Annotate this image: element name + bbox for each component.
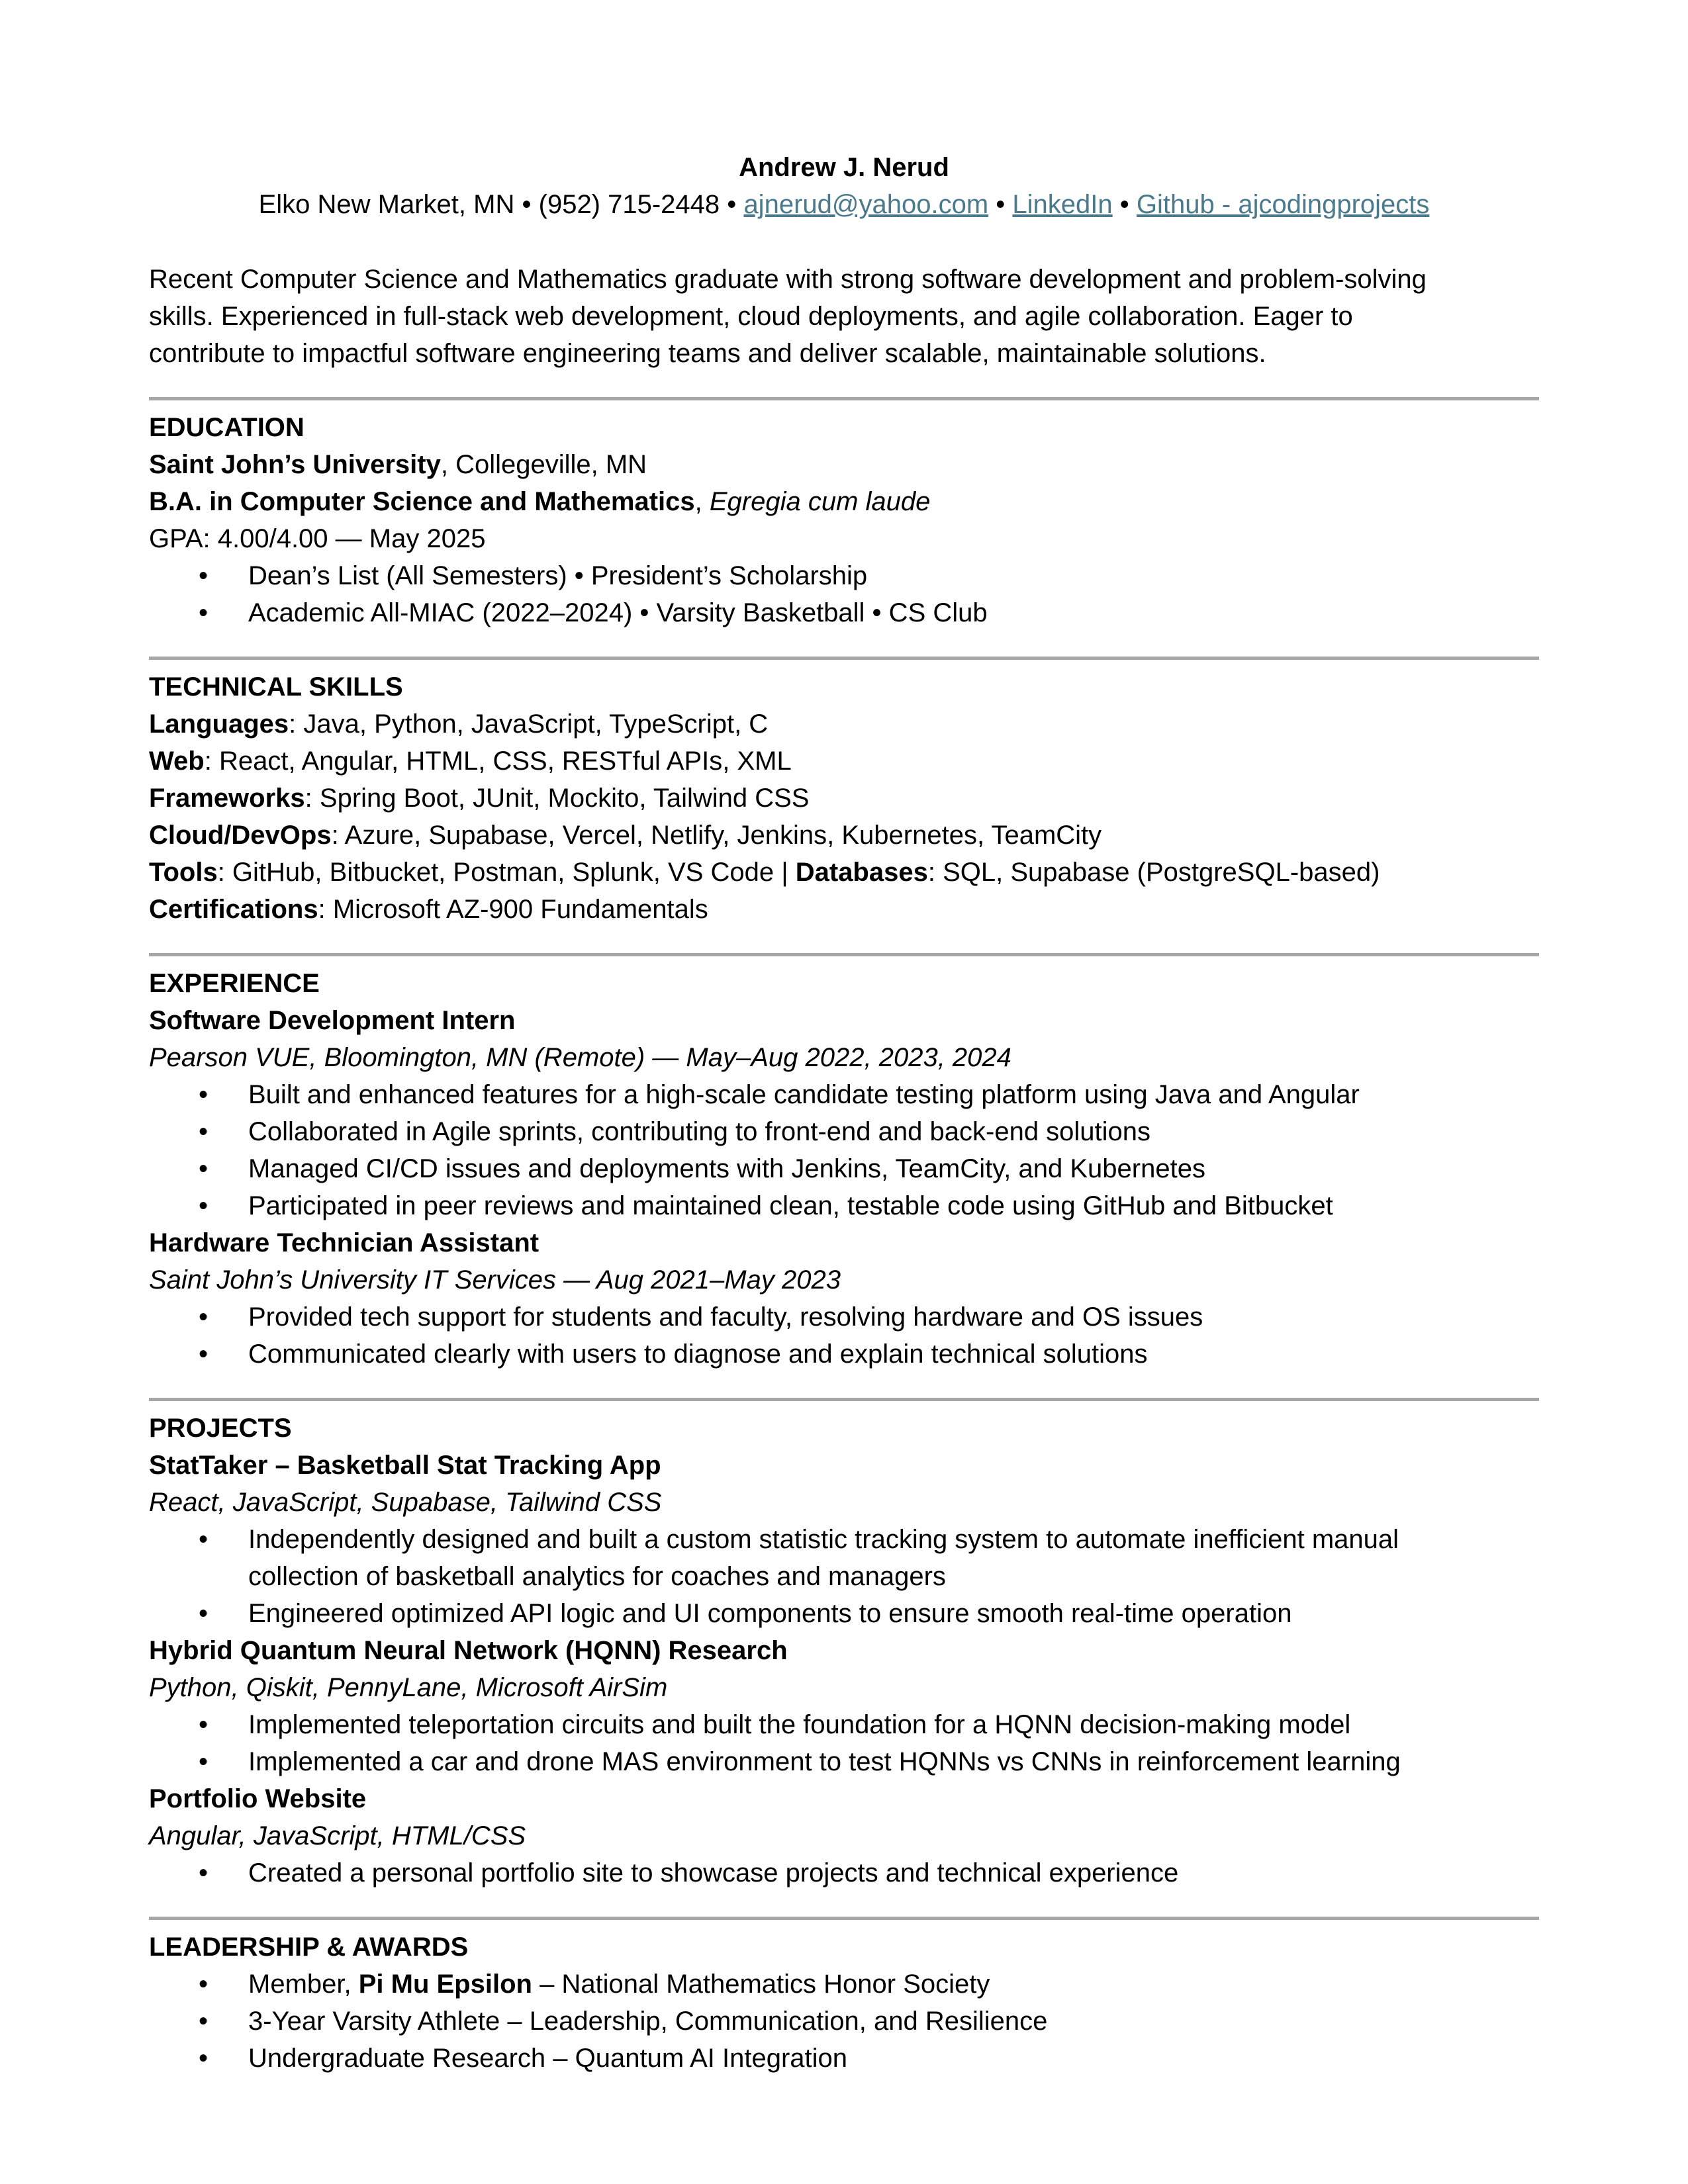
bullet [199, 1743, 212, 1780]
project-bullet: Implemented a car and drone MAS environment to test HQNNs vs CNNs in reinforcement learning [248, 1747, 1401, 1776]
skills-value: : GitHub, Bitbucket, Postman, Splunk, VS Code | [217, 858, 796, 887]
education-bullet: Academic All-MIAC (2022–2024) • Varsity Basketball • CS Club [248, 598, 988, 627]
bullet [199, 557, 212, 594]
phone: (952) 715-2448 [538, 190, 720, 219]
project-bullet: Implemented teleportation circuits and built the foundation for a HQNN decision-making model [248, 1710, 1351, 1739]
separator: • [1119, 190, 1129, 219]
bullet [199, 1076, 212, 1113]
summary-line: contribute to impactful software engineering teams and deliver scalable, maintainable solutions. [149, 339, 1266, 368]
separator: • [727, 190, 737, 219]
section-divider [149, 1917, 1539, 1920]
skills-value: : Spring Boot, JUnit, Mockito, Tailwind CSS [305, 784, 810, 813]
separator: • [996, 190, 1006, 219]
project-stack: Python, Qiskit, PennyLane, Microsoft AirSim [149, 1673, 668, 1702]
bullet [199, 1336, 212, 1373]
bullet [199, 1706, 212, 1743]
project-title: Portfolio Website [149, 1784, 367, 1813]
section-divider [149, 657, 1539, 660]
bullet [199, 594, 212, 631]
bullet [199, 1150, 212, 1187]
job-bullet: Provided tech support for students and faculty, resolving hardware and OS issues [248, 1302, 1203, 1332]
leadership-text: Member, [248, 1970, 359, 1999]
job-bullet: Built and enhanced features for a high-scale candidate testing platform using Java and Angular [248, 1080, 1360, 1109]
leadership-bullet: 3-Year Varsity Athlete – Leadership, Communication, and Resilience [248, 2007, 1048, 2036]
section-divider [149, 953, 1539, 956]
job-bullet: Managed CI/CD issues and deployments with Jenkins, TeamCity, and Kubernetes [248, 1154, 1205, 1183]
job-org: Saint John’s University IT Services — Aug 2021–May 2023 [149, 1265, 841, 1295]
github-link[interactable]: Github - ajcodingprojects [1136, 190, 1430, 219]
bullet [199, 1966, 212, 2003]
skills-value: : Java, Python, JavaScript, TypeScript, C [289, 709, 769, 739]
section-heading-projects: PROJECTS [149, 1414, 292, 1443]
skills-label: Tools [149, 858, 218, 887]
skills-label: Databases [795, 858, 928, 887]
project-bullet: Created a personal portfolio site to showcase projects and technical experience [248, 1858, 1179, 1888]
school [149, 446, 1539, 483]
linkedin-link[interactable]: LinkedIn [1012, 190, 1113, 219]
skills-label: Web [149, 747, 205, 776]
project-title: Hybrid Quantum Neural Network (HQNN) Research [149, 1636, 788, 1665]
job-bullet: Participated in peer reviews and maintained clean, testable code using GitHub and Bitbucket [248, 1191, 1333, 1220]
project-stack: React, JavaScript, Supabase, Tailwind CSS [149, 1488, 662, 1517]
skills-row [149, 854, 1539, 891]
school-name: Saint John’s University [149, 450, 441, 479]
project-title: StatTaker – Basketball Stat Tracking App [149, 1451, 661, 1480]
section-heading-leadership: LEADERSHIP & AWARDS [149, 1933, 469, 1962]
skills-label: Certifications [149, 895, 318, 924]
section-heading-skills: TECHNICAL SKILLS [149, 672, 403, 702]
gpa: GPA: 4.00/4.00 — May 2025 [149, 524, 486, 553]
separator: • [522, 190, 532, 219]
candidate-name: Andrew J. Nerud [739, 153, 949, 182]
bullet [199, 1298, 212, 1336]
bullet [199, 1187, 212, 1224]
honors-separator: , [694, 487, 710, 516]
skills-row [149, 743, 1539, 780]
leadership-text: – National Mathematics Honor Society [532, 1970, 990, 1999]
bullet [199, 1854, 212, 1891]
section-divider [149, 397, 1539, 400]
degree [149, 483, 1539, 520]
skills-value: : React, Angular, HTML, CSS, RESTful APIs, XML [204, 747, 792, 776]
skills-row [149, 817, 1539, 854]
skills-label: Languages [149, 709, 289, 739]
project-bullet-continuation: collection of basketball analytics for coaches and managers [248, 1562, 946, 1591]
job-title: Software Development Intern [149, 1006, 516, 1035]
contact-line [149, 186, 1539, 223]
section-heading-education: EDUCATION [149, 413, 305, 442]
location: Elko New Market, MN [258, 190, 515, 219]
bullet [199, 2040, 212, 2077]
project-bullet: Engineered optimized API logic and UI components to ensure smooth real-time operation [248, 1599, 1292, 1628]
skills-value: : Azure, Supabase, Vercel, Netlify, Jenkins, Kubernetes, TeamCity [331, 821, 1102, 850]
bullet [199, 1113, 212, 1150]
email-link[interactable]: ajnerud@yahoo.com [743, 190, 989, 219]
bullet [199, 1521, 212, 1558]
school-location: , Collegeville, MN [440, 450, 647, 479]
bullet [199, 2003, 212, 2040]
education-bullet: Dean’s List (All Semesters) • President’s Scholarship [248, 561, 868, 590]
job-bullet: Collaborated in Agile sprints, contributing to front-end and back-end solutions [248, 1117, 1151, 1146]
honor-society-name: Pi Mu Epsilon [358, 1970, 532, 1999]
project-stack: Angular, JavaScript, HTML/CSS [149, 1821, 526, 1850]
bullet [199, 1595, 212, 1632]
degree-name: B.A. in Computer Science and Mathematics [149, 487, 695, 516]
project-bullet: Independently designed and built a custom statistic tracking system to automate inefficient manual [248, 1525, 1399, 1554]
skills-row [149, 891, 1539, 928]
summary-line: skills. Experienced in full-stack web development, cloud deployments, and agile collaboration. Eager to [149, 302, 1353, 331]
skills-row [149, 780, 1539, 817]
leadership-bullet [248, 1966, 990, 2003]
skills-value: : Microsoft AZ-900 Fundamentals [318, 895, 708, 924]
job-title: Hardware Technician Assistant [149, 1228, 539, 1257]
summary-line: Recent Computer Science and Mathematics graduate with strong software development and problem-solving [149, 265, 1427, 294]
skills-label: Cloud/DevOps [149, 821, 332, 850]
skills-value: : SQL, Supabase (PostgreSQL-based) [927, 858, 1380, 887]
job-org: Pearson VUE, Bloomington, MN (Remote) — May–Aug 2022, 2023, 2024 [149, 1043, 1011, 1072]
honors: Egregia cum laude [709, 487, 931, 516]
leadership-bullet: Undergraduate Research – Quantum AI Integration [248, 2044, 847, 2073]
skills-label: Frameworks [149, 784, 305, 813]
skills-row [149, 705, 1539, 743]
section-heading-experience: EXPERIENCE [149, 969, 320, 998]
job-bullet: Communicated clearly with users to diagnose and explain technical solutions [248, 1340, 1148, 1369]
section-divider [149, 1398, 1539, 1401]
